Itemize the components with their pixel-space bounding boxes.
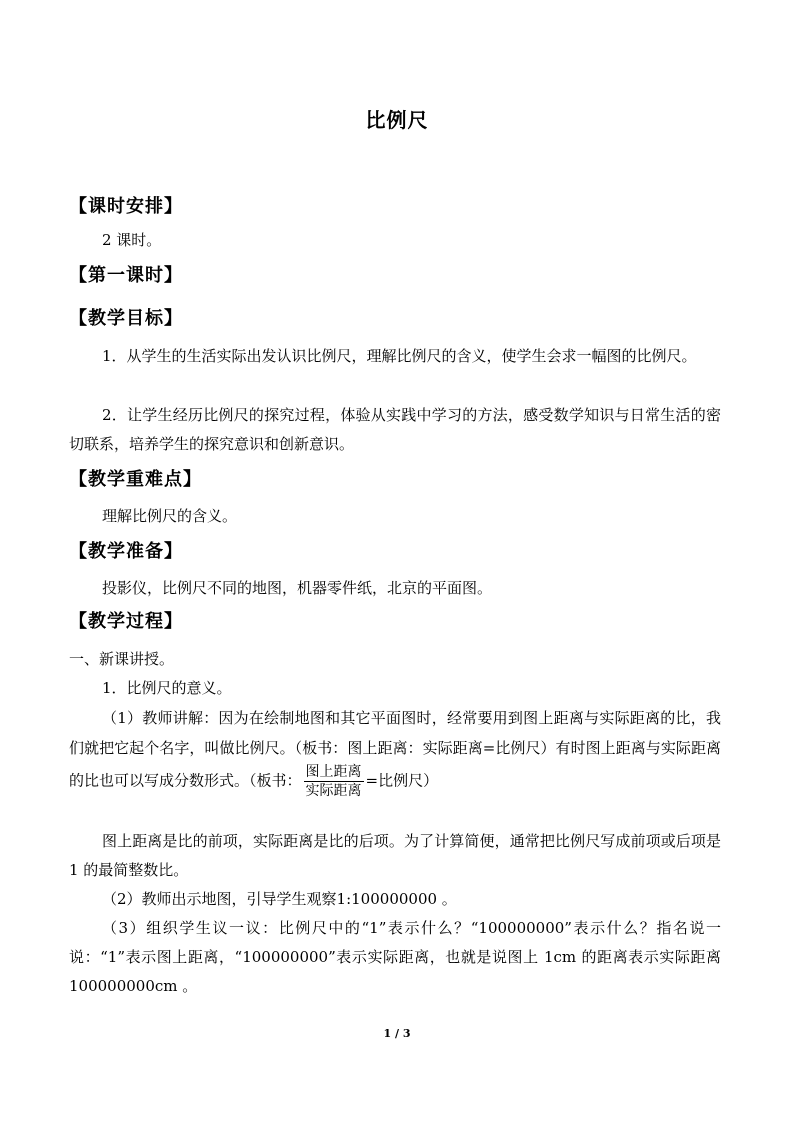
paragraph-discussion: （3）组织学生议一议：比例尺中的“1”表示什么？“100000000”表示什么？指名说一说：“1”表示图上距离，“100000000”表示实际距离，也就是说图上 1cm 的距离表示实际距离 100000000cm 。: [69, 919, 721, 995]
schedule-text: 2 课时。: [102, 231, 162, 249]
fraction-formula: [304, 763, 364, 800]
heading-goals: 【教学目标】: [69, 308, 183, 329]
heading-first-lesson: 【第一课时】: [69, 265, 183, 286]
key-points-text: 理解比例尺的含义。: [102, 507, 238, 525]
paragraph-teacher-explain-text: （1）教师讲解：因为在绘制地图和其它平面图时，经常要用到图上距离与实际距离的比，我们就把它起个名字，叫做比例尺。（板书：图上距离：实际距离=比例尺）有时图上距离与实际距离的比也可以写成分数形式。（板书：: [69, 709, 721, 790]
fraction-numerator: 图上距离: [305, 764, 362, 780]
heading-schedule: 【课时安排】: [69, 196, 183, 217]
preparation-text: 投影仪，比例尺不同的地图，机器零件纸，北京的平面图。: [102, 579, 493, 597]
heading-key-points: 【教学重难点】: [69, 469, 202, 490]
paragraph-teacher-explain-tail: =比例尺）: [365, 771, 439, 790]
goal-paragraph-2: 2．让学生经历比例尺的探究过程，体验从实践中学习的方法，感受数学知识与日常生活的密切联系，培养学生的探究意识和创新意识。: [69, 406, 721, 453]
page-number: 1 / 3: [383, 1027, 411, 1040]
fraction-denominator: 实际距离: [305, 783, 362, 799]
section-1-title: 一、新课讲授。: [69, 650, 175, 668]
paragraph-show-map: （2）教师出示地图，引导学生观察1:100000000 。: [102, 890, 457, 908]
paragraph-ratio-terms: 图上距离是比的前项，实际距离是比的后项。为了计算简便，通常把比例尺写成前项或后项是 1 的最简整数比。: [69, 832, 721, 879]
heading-preparation: 【教学准备】: [69, 541, 183, 562]
document-title: 比例尺: [365, 108, 429, 132]
paragraph-teacher-explain: [69, 703, 721, 800]
heading-process: 【教学过程】: [69, 611, 183, 632]
subsection-1-title: 1．比例尺的意义。: [102, 679, 232, 697]
goal-paragraph-1: 1．从学生的生活实际出发认识比例尺，理解比例尺的含义，使学生会求一幅图的比例尺。: [102, 347, 697, 365]
